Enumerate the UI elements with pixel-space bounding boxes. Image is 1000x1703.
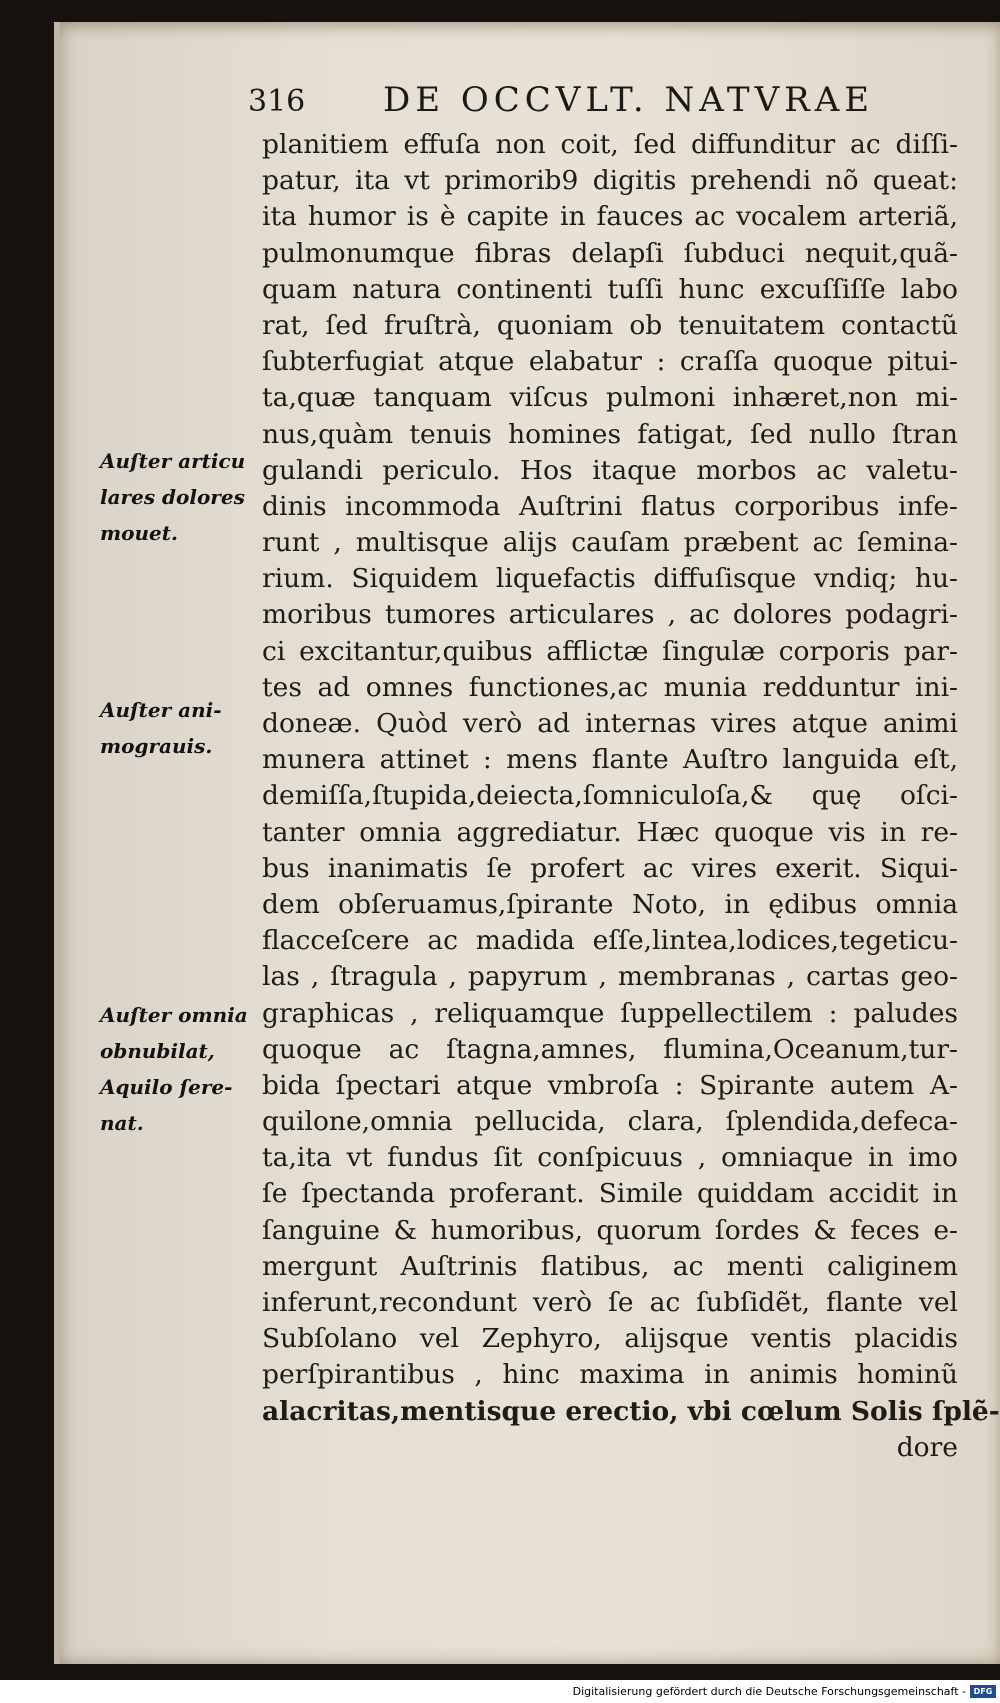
text-line: ta,quæ tanquam viſcus pulmoni inhæret,non mi-: [262, 382, 958, 414]
text-line: mergunt Auſtrinis flatibus, ac menti caliginem: [262, 1250, 958, 1282]
text-line: ſe ſpectanda proferant. Simile quiddam accidit in: [262, 1178, 958, 1210]
funding-credit: Digitalisierung gefördert durch die Deutsche Forschungsgemeinschaft -: [572, 1685, 966, 1698]
page-edge: [54, 22, 60, 1664]
text-line: ſanguine & humoribus, quorum ſordes & feces e-: [262, 1214, 958, 1246]
text-line: las , ſtragula , papyrum , membranas , cartas geo-: [262, 961, 958, 993]
text-line: bida ſpectari atque vmbroſa : Spirante autem A-: [262, 1069, 958, 1101]
text-line: demiſſa,ſtupida,deiecta,ſomniculoſa,& quę oſci-: [262, 780, 958, 812]
text-line: rium. Siquidem liquefactis diffuſisque vndiq; hu-: [262, 563, 958, 595]
text-line: dem obſeruamus,ſpirante Noto, in ędibus omnia: [262, 888, 958, 920]
text-line: ta,ita vt fundus ſit conſpicuus , omniaque in imo: [262, 1142, 958, 1174]
marginal-note-line: Auſter omnia: [100, 1003, 248, 1027]
text-line: pulmonumque fibras delapſi ſubduci nequit,quã-: [262, 237, 958, 269]
marginal-note-line: Auſter ani-: [100, 698, 222, 722]
marginal-note-line: mouet.: [100, 521, 178, 545]
text-line: tes ad omnes functiones,ac munia redduntur ini-: [262, 671, 958, 703]
catchword: dore: [896, 1431, 958, 1463]
text-line: quilone,omnia pellucida, clara, ſplendida,defeca-: [262, 1106, 958, 1138]
text-line: rat, ſed fruſtrà, quoniam ob tenuitatem contactũ: [262, 309, 958, 341]
text-line: tanter omnia aggrediatur. Hæc quoque vis in re-: [262, 816, 958, 848]
marginal-note-line: Aquilo ſere-: [100, 1075, 233, 1099]
marginal-note-line: nat.: [100, 1111, 144, 1135]
text-line: munera attinet : mens flante Auſtro languida eſt,: [262, 744, 958, 776]
dfg-logo: DFG: [970, 1685, 996, 1698]
running-head: [248, 80, 968, 130]
text-line: nus,quàm tenuis homines fatigat, ſed nullo ſtran: [262, 418, 958, 450]
text-line: ci excitantur,quibus afflictæ ſingulæ corporis par-: [262, 635, 958, 667]
marginal-note-line: Auſter articu: [100, 449, 246, 473]
marginal-note-line: lares dolores: [100, 485, 245, 509]
page-number: 316: [248, 84, 306, 119]
text-line: gulandi periculo. Hos itaque morbos ac valetu-: [262, 454, 958, 486]
text-line: moribus tumores articulares , ac dolores podagri-: [262, 599, 958, 631]
text-line: Subſolano vel Zephyro, alijsque ventis placidis: [262, 1323, 958, 1355]
text-line: bus inanimatis ſe profert ac vires exerit. Siqui-: [262, 852, 958, 884]
text-line: inferunt,recondunt verò ſe ac ſubſidẽt, flante vel: [262, 1287, 958, 1318]
text-line: ſubterfugiat atque elabatur : craſſa quoque pitui-: [262, 346, 958, 378]
text-line: planitiem effuſa non coit, ſed diffunditur ac diſſi-: [262, 129, 958, 160]
text-line: patur, ita vt primorib9 digitis prehendi nõ queat:: [262, 165, 958, 197]
running-head-title: DE OCCVLT. NATVRAE: [383, 80, 875, 120]
text-line: quam natura continenti tuſſi hunc excuſſiſſe labo: [262, 273, 958, 305]
text-line: dinis incommoda Auſtrini flatus corporibus infe-: [262, 490, 958, 522]
marginal-note-line: mograuis.: [100, 734, 213, 758]
text-line: alacritas,mentisque erectio, vbi cœlum Solis ſplẽ-: [262, 1395, 1000, 1427]
text-line: perſpirantibus , hinc maxima in animis hominũ: [262, 1359, 958, 1391]
marginal-note: [100, 443, 255, 551]
body-text: [262, 127, 1000, 1466]
marginal-note-line: obnubilat,: [100, 1039, 215, 1063]
text-line: doneæ. Quòd verò ad internas vires atque animi: [262, 708, 958, 739]
text-line: ita humor is è capite in fauces ac vocalem arteriã,: [262, 201, 958, 233]
marginal-note: [100, 997, 255, 1141]
text-line: runt , multisque alijs cauſam præbent ac ſemina-: [262, 527, 958, 559]
text-line: graphicas , reliquamque ſuppellectilem : paludes: [262, 997, 958, 1029]
text-line: quoque ac ſtagna,amnes, flumina,Oceanum,tur-: [262, 1033, 958, 1065]
marginal-note: [100, 692, 255, 764]
text-line: flacceſcere ac madida eſſe,lintea,lodices,tegeticu-: [262, 925, 958, 957]
footer-bar: [0, 1680, 1000, 1703]
